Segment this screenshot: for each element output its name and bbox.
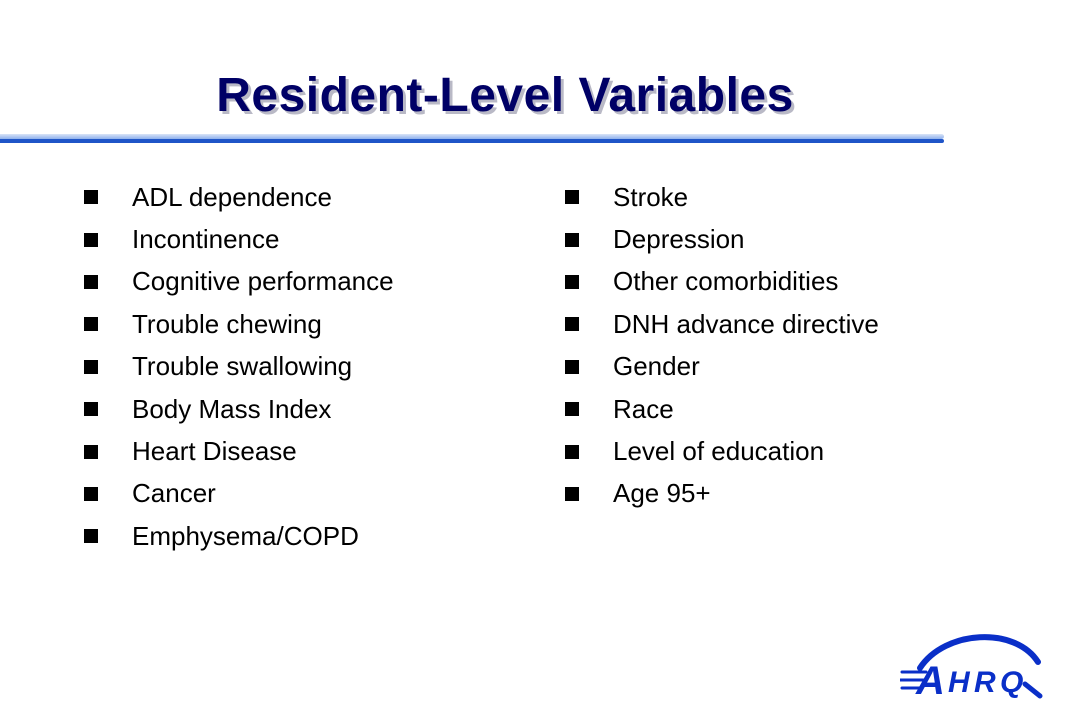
list-item: [84, 218, 394, 260]
list-item: [565, 176, 879, 218]
square-bullet-icon: [84, 402, 98, 416]
square-bullet-icon: [84, 529, 98, 543]
slide-title: Resident-Level Variables: [216, 69, 794, 122]
square-bullet-icon: [565, 487, 579, 501]
square-bullet-icon: [84, 275, 98, 289]
square-bullet-icon: [84, 360, 98, 374]
square-bullet-icon: [84, 233, 98, 247]
list-item-text: Cancer: [132, 478, 216, 509]
list-item: [84, 388, 394, 430]
list-item-text: ADL dependence: [132, 181, 332, 212]
list-item: [565, 261, 879, 303]
list-item-text: Other comorbidities: [613, 266, 839, 297]
ahrq-logo-icon: [900, 628, 1050, 708]
list-item: [565, 218, 879, 260]
list-item: [84, 303, 394, 345]
list-item-text: Trouble chewing: [132, 308, 322, 339]
square-bullet-icon: [84, 487, 98, 501]
list-item-text: Cognitive performance: [132, 266, 394, 297]
list-item: [565, 473, 879, 515]
list-item-text: Incontinence: [132, 224, 280, 255]
list-item-text: Stroke: [613, 181, 689, 212]
left-bullet-list: [84, 176, 394, 558]
square-bullet-icon: [565, 402, 579, 416]
list-item: [84, 515, 394, 557]
list-item-text: Body Mass Index: [132, 393, 332, 424]
list-item: [565, 346, 879, 388]
square-bullet-icon: [84, 190, 98, 204]
list-item: [565, 303, 879, 345]
list-item: [565, 388, 879, 430]
list-item: [84, 346, 394, 388]
square-bullet-icon: [84, 445, 98, 459]
right-bullet-list: [565, 176, 879, 515]
list-item-text: Race: [613, 393, 674, 424]
square-bullet-icon: [565, 233, 579, 247]
list-item-text: DNH advance directive: [613, 308, 879, 339]
list-item: [84, 430, 394, 472]
square-bullet-icon: [565, 275, 579, 289]
square-bullet-icon: [565, 317, 579, 331]
svg-text:Q: Q: [1000, 666, 1024, 699]
list-item: [84, 176, 394, 218]
svg-text:R: R: [974, 666, 996, 699]
square-bullet-icon: [84, 317, 98, 331]
list-item: [84, 473, 394, 515]
square-bullet-icon: [565, 190, 579, 204]
list-item-text: Level of education: [613, 436, 825, 467]
list-item-text: Heart Disease: [132, 436, 297, 467]
list-item-text: Emphysema/COPD: [132, 520, 359, 551]
svg-text:A: A: [916, 659, 945, 703]
list-item-text: Age 95+: [613, 478, 711, 509]
list-item: [84, 261, 394, 303]
list-item-text: Trouble swallowing: [132, 351, 353, 382]
underline-band: [0, 139, 944, 143]
svg-text:H: H: [948, 666, 970, 699]
list-item-text: Depression: [613, 224, 745, 255]
title-underline: [0, 134, 944, 146]
list-item: [565, 430, 879, 472]
list-item-text: Gender: [613, 351, 700, 382]
square-bullet-icon: [565, 360, 579, 374]
square-bullet-icon: [565, 445, 579, 459]
